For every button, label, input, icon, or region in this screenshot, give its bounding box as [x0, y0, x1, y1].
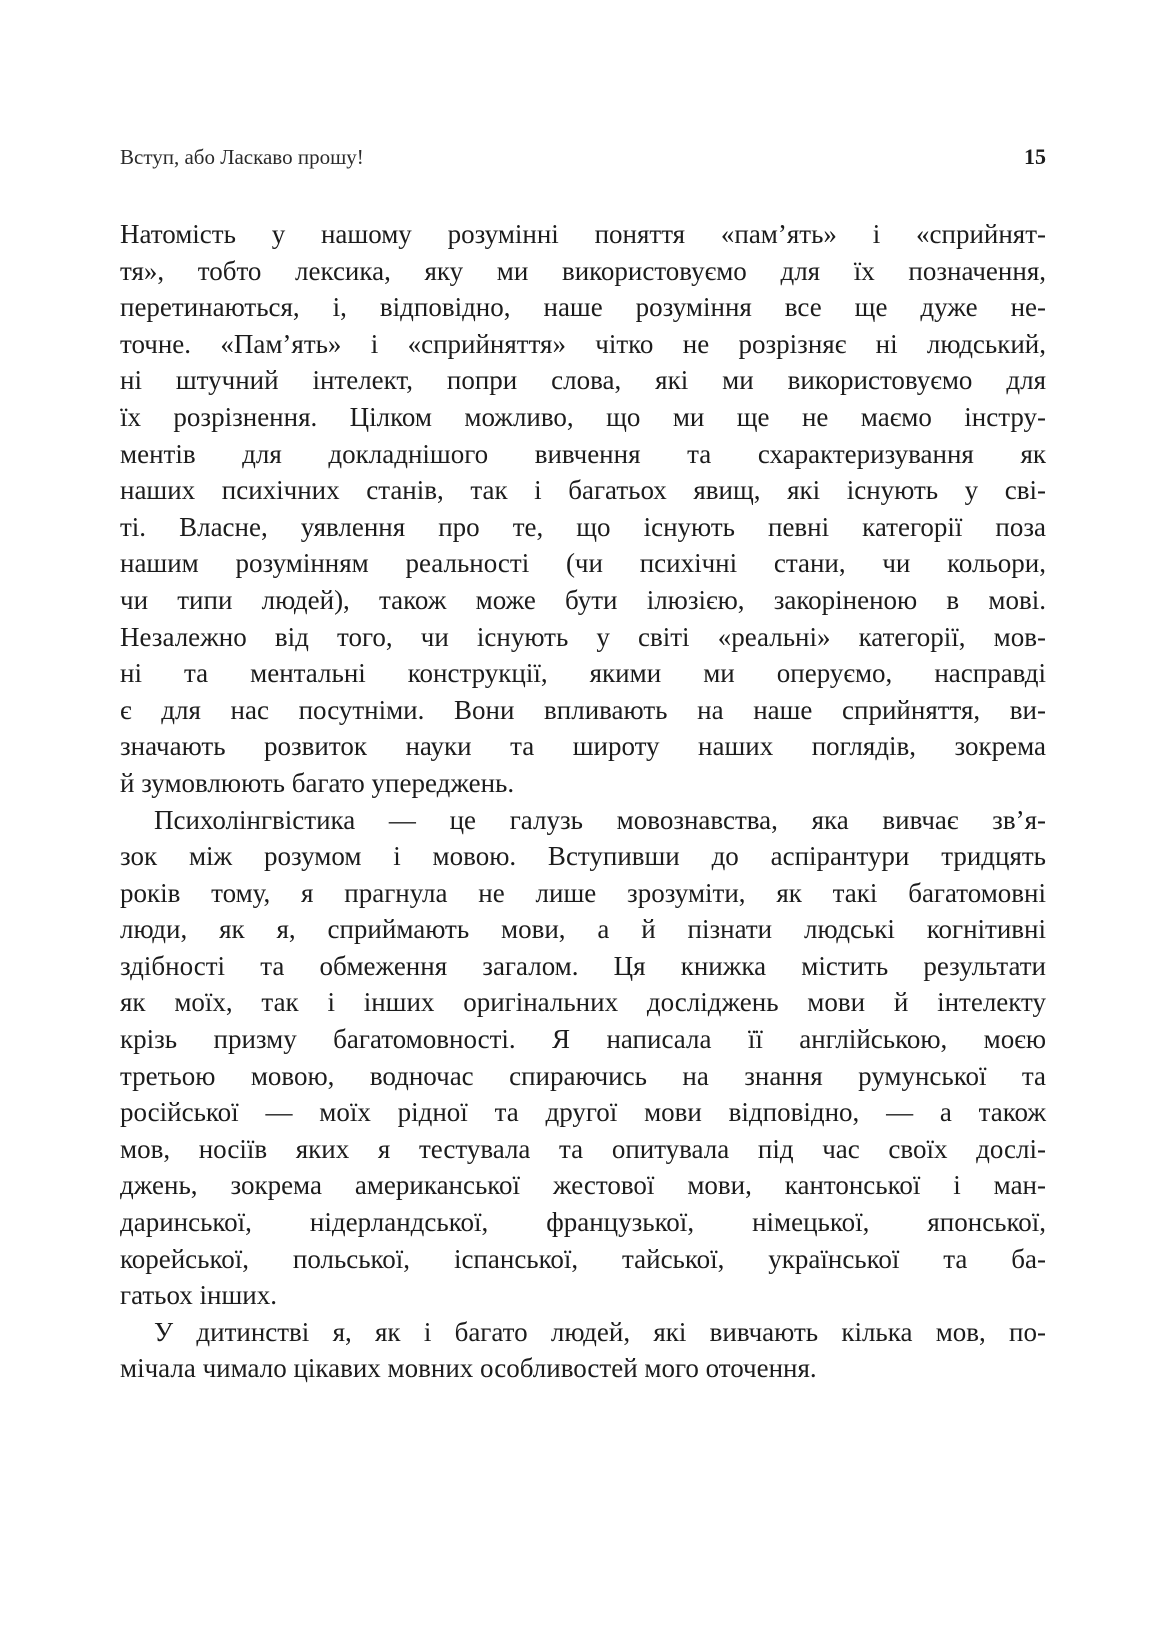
paragraph — [120, 1314, 1046, 1387]
text-line: значають розвиток науки та широту наших поглядів, зокрема — [120, 731, 1046, 762]
text-line: мов, носіїв яких я тестувала та опитувала під час своїх дослі- — [120, 1133, 1046, 1164]
text-line: Психолінгвістика — це галузь мовознавства, яка вивчає зв’я- — [154, 804, 1046, 835]
text-line: мічала чимало цікавих мовних особливостей мого оточення. — [120, 1353, 817, 1384]
text-line: як моїх, так і інших оригінальних досліджень мови й інтелекту — [120, 987, 1046, 1018]
text-line: здібності та обмеження загалом. Ця книжка містить результати — [120, 950, 1046, 981]
text-line: їх розрізнення. Цілком можливо, що ми ще не маємо інстру- — [120, 401, 1046, 432]
text-line: й зумовлюють багато упереджень. — [120, 767, 515, 798]
paragraph — [120, 216, 1046, 802]
text-line: корейської, польської, іспанської, тайської, української та ба- — [120, 1243, 1046, 1274]
text-line: даринської, нідерландської, французької, німецької, японської, — [120, 1207, 1046, 1238]
text-line: Незалежно від того, чи існують у світі «реальні» категорії, мов- — [120, 621, 1046, 652]
running-title: Вступ, або Ласкаво прошу! — [120, 145, 364, 169]
text-line: є для нас посутніми. Вони впливають на наше сприйняття, ви- — [120, 694, 1046, 725]
text-line: зок між розумом і мовою. Вступивши до аспірантури тридцять — [120, 841, 1046, 872]
text-line: Натомість у нашому розумінні поняття «пам’ять» і «сприйнят- — [120, 219, 1046, 249]
paragraph — [120, 802, 1046, 1314]
text-line: третьою мовою, водночас спираючись на знання румунської та — [120, 1060, 1046, 1091]
body-text — [120, 216, 1046, 1387]
text-line: ні та ментальні конструкції, якими ми оперуємо, насправді — [120, 658, 1046, 689]
text-line: тя», тобто лексика, яку ми використовуємо для їх позначення, — [120, 255, 1046, 286]
text-line: ментів для докладнішого вивчення та схарактеризування як — [120, 438, 1046, 469]
text-line: наших психічних станів, так і багатьох явищ, які існують у сві- — [120, 475, 1046, 506]
text-line: точне. «Пам’ять» і «сприйняття» чітко не розрізняє ні людський, — [120, 328, 1046, 359]
text-line: люди, як я, сприймають мови, а й пізнати людські когнітивні — [120, 914, 1046, 945]
text-line: гатьох інших. — [120, 1280, 277, 1311]
text-line: російської — моїх рідної та другої мови відповідно, — а також — [120, 1097, 1046, 1128]
text-line: крізь призму багатомовності. Я написала її англійською, моєю — [120, 1024, 1046, 1055]
text-line: ні штучний інтелект, попри слова, які ми використовуємо для — [120, 365, 1046, 396]
running-header — [120, 144, 1046, 170]
text-line: нашим розумінням реальності (чи психічні стани, чи кольори, — [120, 548, 1046, 579]
text-line: років тому, я прагнула не лише зрозуміти, як такі багатомовні — [120, 877, 1046, 908]
text-line: ті. Власне, уявлення про те, що існують певні категорії поза — [120, 511, 1046, 542]
text-line: джень, зокрема американської жестової мови, кантонської і ман- — [120, 1170, 1046, 1201]
text-line: У дитинстві я, як і багато людей, які вивчають кілька мов, по- — [154, 1316, 1046, 1347]
text-line: перетинаються, і, відповідно, наше розуміння все ще дуже не- — [120, 292, 1046, 323]
text-line: чи типи людей), також може бути ілюзією, закоріненою в мові. — [120, 584, 1046, 615]
page-number: 15 — [1024, 144, 1046, 169]
